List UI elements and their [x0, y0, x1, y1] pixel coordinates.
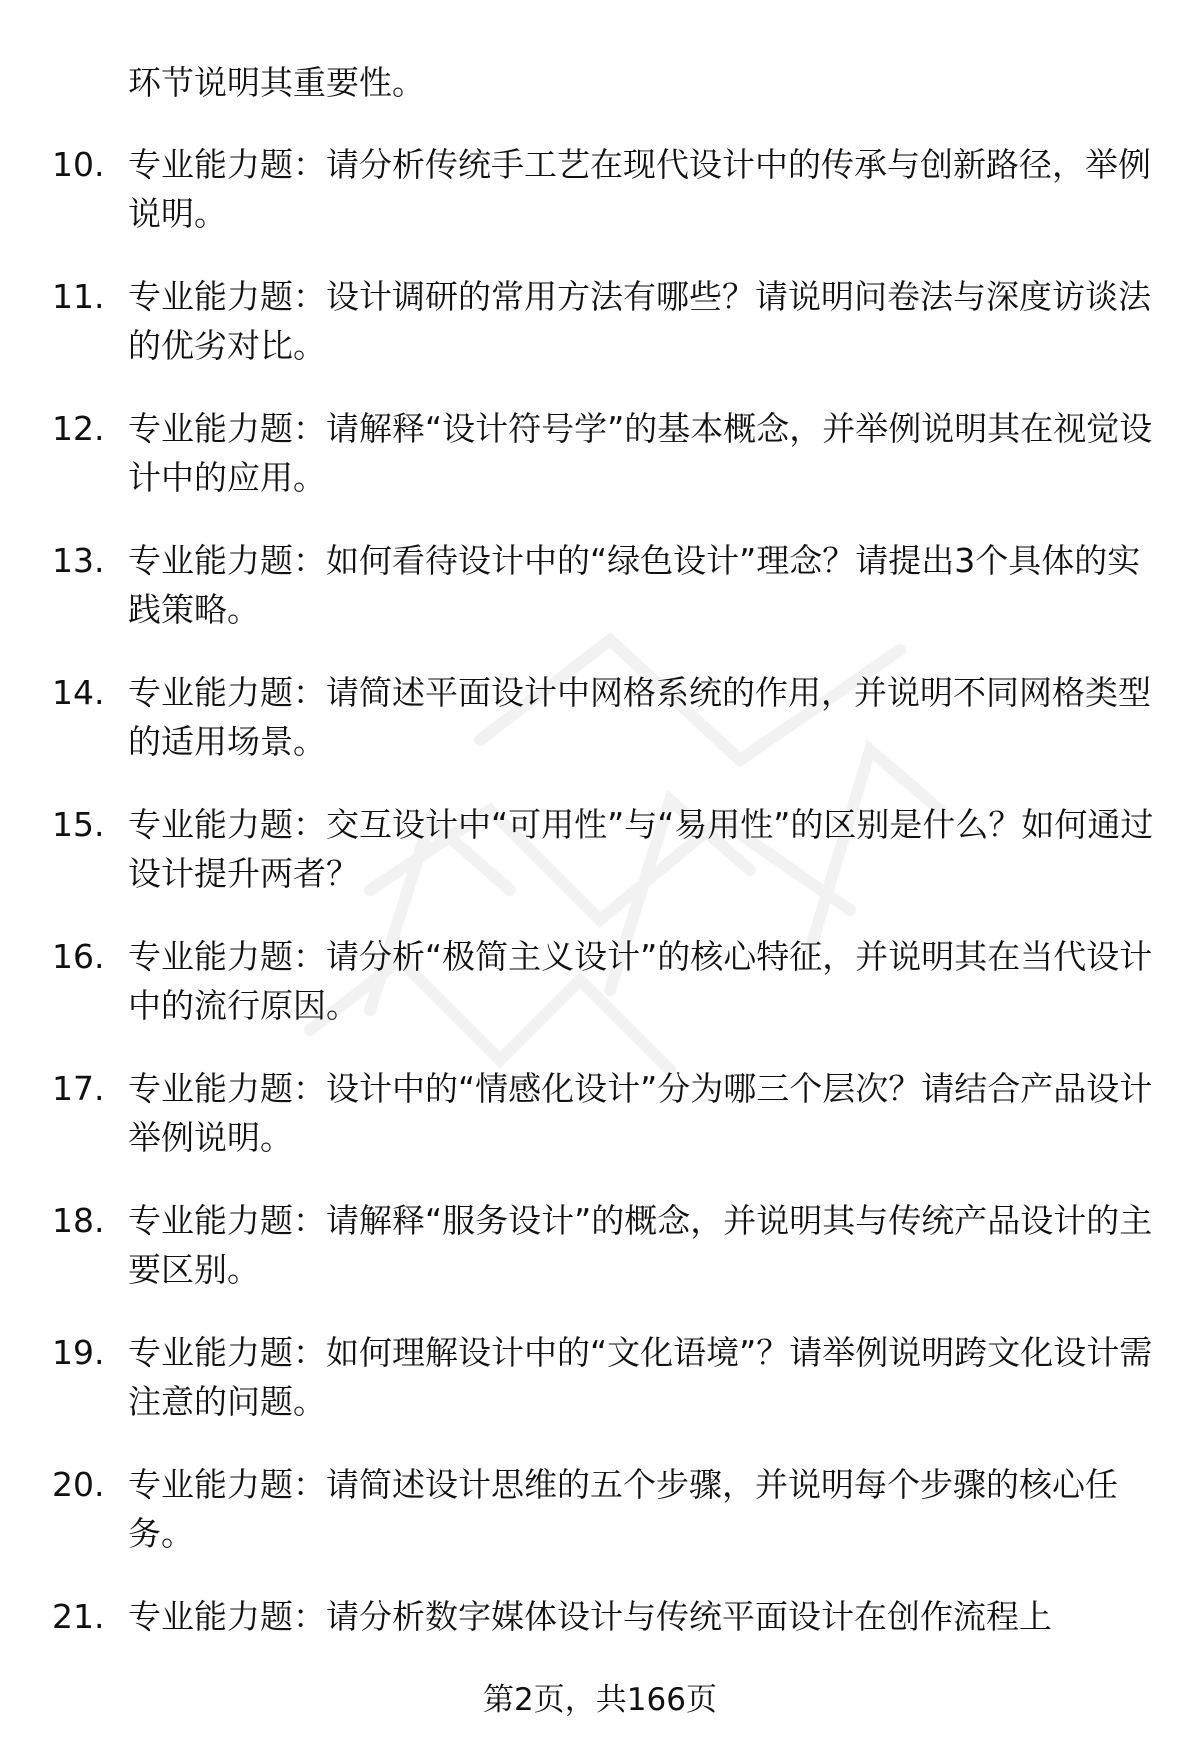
question-text: 专业能力题：请解释“服务设计”的概念，并说明其与传统产品设计的主要区别。	[128, 1201, 1153, 1289]
question-number: 19.	[52, 1333, 105, 1372]
question-number: 14.	[52, 673, 105, 712]
question-number: 13.	[52, 541, 105, 580]
question-item	[0, 1328, 1200, 1460]
question-number: 20.	[52, 1465, 105, 1504]
question-text: 专业能力题：请分析数字媒体设计与传统平面设计在创作流程上	[128, 1597, 1052, 1636]
question-item	[0, 932, 1200, 1064]
question-item	[0, 536, 1200, 668]
question-number: 17.	[52, 1069, 105, 1108]
question-text: 专业能力题：请简述设计思维的五个步骤，并说明每个步骤的核心任务。	[128, 1465, 1118, 1553]
question-text: 专业能力题：请简述平面设计中网格系统的作用，并说明不同网格类型的适用场景。	[128, 673, 1151, 761]
question-text: 专业能力题：如何看待设计中的“绿色设计”理念？请提出3个具体的实践策略。	[128, 541, 1141, 629]
question-text: 专业能力题：设计中的“情感化设计”分为哪三个层次？请结合产品设计举例说明。	[128, 1069, 1153, 1157]
question-text: 专业能力题：如何理解设计中的“文化语境”？请举例说明跨文化设计需注意的问题。	[128, 1333, 1153, 1421]
question-number: 10.	[52, 145, 105, 184]
question-text: 专业能力题：交互设计中“可用性”与“易用性”的区别是什么？如何通过设计提升两者？	[128, 805, 1154, 893]
question-text: 专业能力题：请分析“极简主义设计”的核心特征，并说明其在当代设计中的流行原因。	[128, 937, 1153, 1025]
question-number: 21.	[52, 1597, 105, 1636]
question-number: 12.	[52, 409, 105, 448]
question-number: 18.	[52, 1201, 105, 1240]
question-item	[0, 272, 1200, 404]
question-number: 11.	[52, 277, 105, 316]
question-item	[0, 1064, 1200, 1196]
question-item	[0, 668, 1200, 800]
question-item	[0, 404, 1200, 536]
continuation-text: 环节说明其重要性。	[128, 63, 425, 102]
question-number: 16.	[52, 937, 105, 976]
question-text: 专业能力题：请解释“设计符号学”的基本概念，并举例说明其在视觉设计中的应用。	[128, 409, 1153, 497]
question-item	[0, 140, 1200, 272]
question-item	[0, 800, 1200, 932]
question-item	[0, 1196, 1200, 1328]
question-number: 15.	[52, 805, 105, 844]
question-text: 专业能力题：请分析传统手工艺在现代设计中的传承与创新路径，举例说明。	[128, 145, 1151, 233]
question-list	[0, 140, 1200, 1724]
page-footer: 第2页，共166页	[483, 1682, 717, 1718]
question-item	[0, 1460, 1200, 1592]
question-text: 专业能力题：设计调研的常用方法有哪些？请说明问卷法与深度访谈法的优劣对比。	[128, 277, 1151, 365]
